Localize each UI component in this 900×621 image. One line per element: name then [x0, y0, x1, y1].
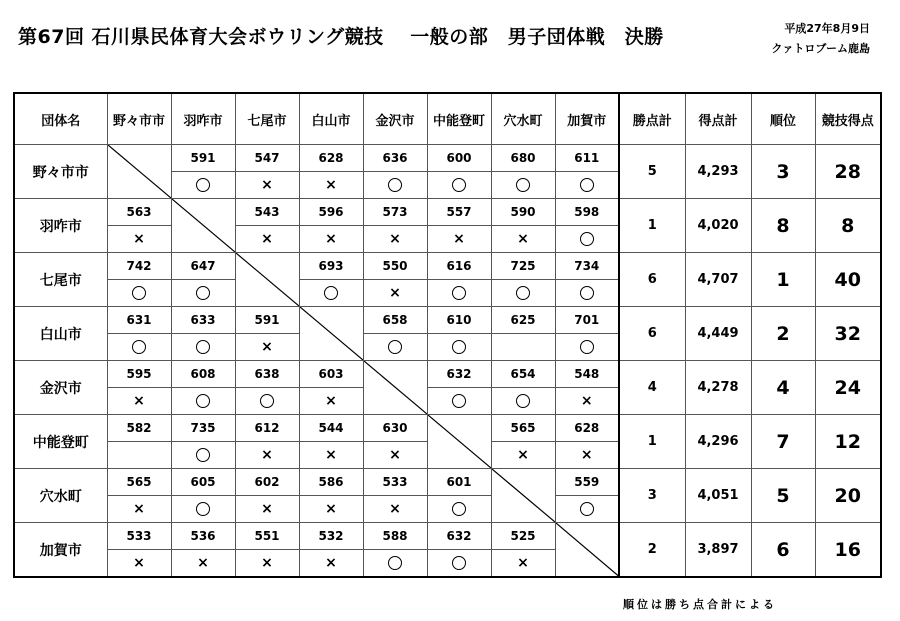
- win-mark: [196, 286, 210, 300]
- loss-mark: ×: [580, 393, 593, 409]
- match-result: [427, 388, 491, 415]
- match-score: 725: [491, 253, 555, 280]
- match-score: 590: [491, 199, 555, 226]
- win-mark: [388, 556, 402, 570]
- match-score: 600: [427, 145, 491, 172]
- match-result: [299, 550, 363, 578]
- team-name: 金沢市: [14, 361, 107, 415]
- competition-score: 28: [815, 145, 881, 199]
- match-result: [427, 226, 491, 253]
- match-score: 586: [299, 469, 363, 496]
- event-venue: クァトロブーム鹿島: [771, 42, 870, 55]
- match-score: 628: [555, 415, 619, 442]
- diagonal-cell: [363, 361, 427, 415]
- win-mark: [452, 556, 466, 570]
- loss-mark: ×: [133, 555, 145, 571]
- rank: 7: [751, 415, 815, 469]
- match-result: [107, 226, 171, 253]
- win-mark: [196, 394, 210, 408]
- match-score: 565: [491, 415, 555, 442]
- rank: 1: [751, 253, 815, 307]
- win-points: 2: [619, 523, 685, 578]
- win-mark: [132, 286, 146, 300]
- pin-total: 4,293: [685, 145, 751, 199]
- pin-total: 4,051: [685, 469, 751, 523]
- header-total: 得点計: [685, 93, 751, 145]
- match-result: [555, 442, 619, 469]
- win-mark: [324, 286, 338, 300]
- loss-mark: ×: [325, 231, 337, 247]
- match-score: 559: [555, 469, 619, 496]
- match-result: [491, 550, 555, 578]
- loss-mark: ×: [261, 339, 273, 355]
- match-result: [363, 550, 427, 578]
- diagonal-cell: [107, 145, 171, 199]
- match-score: 591: [171, 145, 235, 172]
- loss-mark: ×: [453, 231, 465, 247]
- loss-mark: ×: [325, 447, 337, 463]
- loss-mark: ×: [133, 231, 145, 247]
- win-mark: [580, 502, 594, 516]
- win-mark: [516, 286, 530, 300]
- match-score: 582: [107, 415, 171, 442]
- match-score: 630: [363, 415, 427, 442]
- match-score: 612: [235, 415, 299, 442]
- match-result: [491, 442, 555, 469]
- match-result: [235, 550, 299, 578]
- header-row: [14, 93, 881, 145]
- win-mark: [580, 232, 594, 246]
- match-score: 548: [555, 361, 619, 388]
- pin-total: 4,296: [685, 415, 751, 469]
- match-result: [171, 280, 235, 307]
- rank: 3: [751, 145, 815, 199]
- match-result: [107, 334, 171, 361]
- loss-mark: ×: [133, 393, 145, 409]
- competition-score: 24: [815, 361, 881, 415]
- pin-total: 4,449: [685, 307, 751, 361]
- match-score: 532: [299, 523, 363, 550]
- match-result: [363, 226, 427, 253]
- match-score: 543: [235, 199, 299, 226]
- loss-mark: ×: [389, 285, 401, 301]
- match-result: [235, 226, 299, 253]
- match-result: [299, 442, 363, 469]
- match-score: 536: [171, 523, 235, 550]
- win-mark: [580, 286, 594, 300]
- match-score: 636: [363, 145, 427, 172]
- win-mark: [580, 178, 594, 192]
- header-opponent: 金沢市: [363, 93, 427, 145]
- match-score: 544: [299, 415, 363, 442]
- header-opponent: 中能登町: [427, 93, 491, 145]
- win-points: 3: [619, 469, 685, 523]
- competition-score: 32: [815, 307, 881, 361]
- header-opponent: 穴水町: [491, 93, 555, 145]
- win-mark: [196, 340, 210, 354]
- competition-score: 12: [815, 415, 881, 469]
- match-result: [107, 442, 171, 469]
- diagonal-cell: [427, 415, 491, 469]
- diagonal-cell: [171, 199, 235, 253]
- match-result: [363, 280, 427, 307]
- header-points: 勝点計: [619, 93, 685, 145]
- match-score: 735: [171, 415, 235, 442]
- loss-mark: ×: [580, 447, 593, 463]
- team-name: 中能登町: [14, 415, 107, 469]
- header-rank: 順位: [751, 93, 815, 145]
- match-score: 742: [107, 253, 171, 280]
- team-name: 白山市: [14, 307, 107, 361]
- match-score: 565: [107, 469, 171, 496]
- match-result: [491, 280, 555, 307]
- results-table: [13, 92, 882, 578]
- match-score: 680: [491, 145, 555, 172]
- diagonal-cell: [235, 253, 299, 307]
- rank: 2: [751, 307, 815, 361]
- win-mark: [580, 340, 594, 354]
- match-result: [491, 334, 555, 361]
- header-score: 競技得点: [815, 93, 881, 145]
- match-result: [235, 442, 299, 469]
- match-result: [363, 442, 427, 469]
- match-score: 638: [235, 361, 299, 388]
- match-result: [107, 496, 171, 523]
- table-row: [14, 469, 881, 496]
- win-points: 1: [619, 415, 685, 469]
- table-row: [14, 145, 881, 172]
- match-score: 598: [555, 199, 619, 226]
- match-score: 632: [427, 361, 491, 388]
- match-result: [171, 334, 235, 361]
- pin-total: 3,897: [685, 523, 751, 578]
- win-points: 1: [619, 199, 685, 253]
- loss-mark: ×: [389, 231, 401, 247]
- loss-mark: ×: [325, 555, 337, 571]
- pin-total: 4,278: [685, 361, 751, 415]
- rank: 4: [751, 361, 815, 415]
- loss-mark: ×: [261, 231, 273, 247]
- match-result: [555, 280, 619, 307]
- pin-total: 4,707: [685, 253, 751, 307]
- match-result: [363, 496, 427, 523]
- match-result: [171, 172, 235, 199]
- win-points: 4: [619, 361, 685, 415]
- match-score: 601: [427, 469, 491, 496]
- competition-score: 16: [815, 523, 881, 578]
- match-result: [363, 334, 427, 361]
- header-opponent: 七尾市: [235, 93, 299, 145]
- match-result: [299, 388, 363, 415]
- match-result: [491, 172, 555, 199]
- diagonal-line: [428, 415, 491, 468]
- match-score: 557: [427, 199, 491, 226]
- header-opponent: 加賀市: [555, 93, 619, 145]
- diagonal-cell: [299, 307, 363, 361]
- table-row: [14, 415, 881, 442]
- match-score: 610: [427, 307, 491, 334]
- rank: 6: [751, 523, 815, 578]
- table-row: [14, 307, 881, 334]
- loss-mark: ×: [517, 231, 529, 247]
- match-result: [555, 226, 619, 253]
- match-result: [171, 388, 235, 415]
- match-result: [363, 172, 427, 199]
- match-result: [107, 550, 171, 578]
- table-row: [14, 199, 881, 226]
- win-mark: [196, 502, 210, 516]
- diagonal-line: [108, 145, 171, 198]
- loss-mark: ×: [517, 555, 529, 571]
- pin-total: 4,020: [685, 199, 751, 253]
- match-result: [427, 550, 491, 578]
- page-title: 第67回 石川県民体育大会ボウリング競技 一般の部 男子団体戦 決勝: [18, 26, 664, 48]
- competition-score: 40: [815, 253, 881, 307]
- table-row: [14, 253, 881, 280]
- match-result: [235, 388, 299, 415]
- match-result: [171, 442, 235, 469]
- match-result: [299, 280, 363, 307]
- match-result: [107, 280, 171, 307]
- match-score: 616: [427, 253, 491, 280]
- loss-mark: ×: [261, 177, 273, 193]
- match-score: 625: [491, 307, 555, 334]
- match-score: 654: [491, 361, 555, 388]
- match-score: 588: [363, 523, 427, 550]
- match-result: [107, 388, 171, 415]
- loss-mark: ×: [517, 447, 529, 463]
- header-team: 団体名: [14, 93, 107, 145]
- match-score: 611: [555, 145, 619, 172]
- win-mark: [452, 340, 466, 354]
- match-score: 533: [363, 469, 427, 496]
- match-result: [427, 280, 491, 307]
- team-name: 穴水町: [14, 469, 107, 523]
- team-name: 七尾市: [14, 253, 107, 307]
- match-score: 603: [299, 361, 363, 388]
- diagonal-line: [364, 361, 427, 414]
- match-result: [235, 496, 299, 523]
- header-opponent: 白山市: [299, 93, 363, 145]
- match-score: 647: [171, 253, 235, 280]
- diagonal-line: [492, 469, 555, 522]
- win-points: 6: [619, 253, 685, 307]
- loss-mark: ×: [325, 177, 337, 193]
- competition-score: 20: [815, 469, 881, 523]
- loss-mark: ×: [133, 501, 145, 517]
- match-result: [491, 226, 555, 253]
- match-result: [555, 496, 619, 523]
- match-result: [427, 496, 491, 523]
- win-mark: [452, 394, 466, 408]
- win-mark: [260, 394, 274, 408]
- match-score: 734: [555, 253, 619, 280]
- loss-mark: ×: [325, 501, 337, 517]
- win-mark: [388, 178, 402, 192]
- loss-mark: ×: [325, 393, 337, 409]
- match-result: [171, 496, 235, 523]
- diagonal-cell: [491, 469, 555, 523]
- match-score: 633: [171, 307, 235, 334]
- match-result: [299, 172, 363, 199]
- match-result: [555, 388, 619, 415]
- match-score: 628: [299, 145, 363, 172]
- footnote: 順位は勝ち点合計による: [623, 598, 777, 611]
- team-name: 加賀市: [14, 523, 107, 578]
- match-score: 701: [555, 307, 619, 334]
- match-score: 595: [107, 361, 171, 388]
- match-score: 693: [299, 253, 363, 280]
- diagonal-cell: [555, 523, 619, 578]
- match-result: [299, 226, 363, 253]
- win-mark: [388, 340, 402, 354]
- match-result: [555, 172, 619, 199]
- match-score: 596: [299, 199, 363, 226]
- match-score: 547: [235, 145, 299, 172]
- match-result: [491, 388, 555, 415]
- win-mark: [452, 286, 466, 300]
- match-score: 658: [363, 307, 427, 334]
- competition-score: 8: [815, 199, 881, 253]
- team-name: 羽咋市: [14, 199, 107, 253]
- event-date: 平成27年8月9日: [784, 22, 870, 35]
- win-points: 5: [619, 145, 685, 199]
- win-points: 6: [619, 307, 685, 361]
- win-mark: [452, 178, 466, 192]
- match-score: 550: [363, 253, 427, 280]
- win-mark: [196, 448, 210, 462]
- header-opponent: 野々市市: [107, 93, 171, 145]
- win-mark: [516, 178, 530, 192]
- match-result: [235, 172, 299, 199]
- rank: 8: [751, 199, 815, 253]
- match-score: 533: [107, 523, 171, 550]
- diagonal-line: [300, 307, 363, 360]
- loss-mark: ×: [261, 447, 273, 463]
- win-mark: [196, 178, 210, 192]
- rank: 5: [751, 469, 815, 523]
- match-score: 631: [107, 307, 171, 334]
- loss-mark: ×: [261, 555, 273, 571]
- match-result: [171, 550, 235, 578]
- loss-mark: ×: [389, 501, 401, 517]
- diagonal-line: [556, 523, 619, 576]
- match-score: 591: [235, 307, 299, 334]
- match-score: 608: [171, 361, 235, 388]
- match-result: [427, 172, 491, 199]
- diagonal-line: [236, 253, 299, 306]
- loss-mark: ×: [261, 501, 273, 517]
- match-score: 602: [235, 469, 299, 496]
- match-result: [427, 334, 491, 361]
- win-mark: [516, 394, 530, 408]
- team-name: 野々市市: [14, 145, 107, 199]
- win-mark: [132, 340, 146, 354]
- table-row: [14, 523, 881, 550]
- loss-mark: ×: [197, 555, 209, 571]
- table-row: [14, 361, 881, 388]
- header-opponent: 羽咋市: [171, 93, 235, 145]
- match-score: 525: [491, 523, 555, 550]
- match-score: 573: [363, 199, 427, 226]
- diagonal-line: [172, 199, 235, 252]
- results-body: [14, 145, 881, 578]
- match-result: [235, 334, 299, 361]
- match-result: [555, 334, 619, 361]
- match-score: 632: [427, 523, 491, 550]
- match-score: 563: [107, 199, 171, 226]
- match-score: 605: [171, 469, 235, 496]
- win-mark: [452, 502, 466, 516]
- match-score: 551: [235, 523, 299, 550]
- loss-mark: ×: [389, 447, 401, 463]
- match-result: [299, 496, 363, 523]
